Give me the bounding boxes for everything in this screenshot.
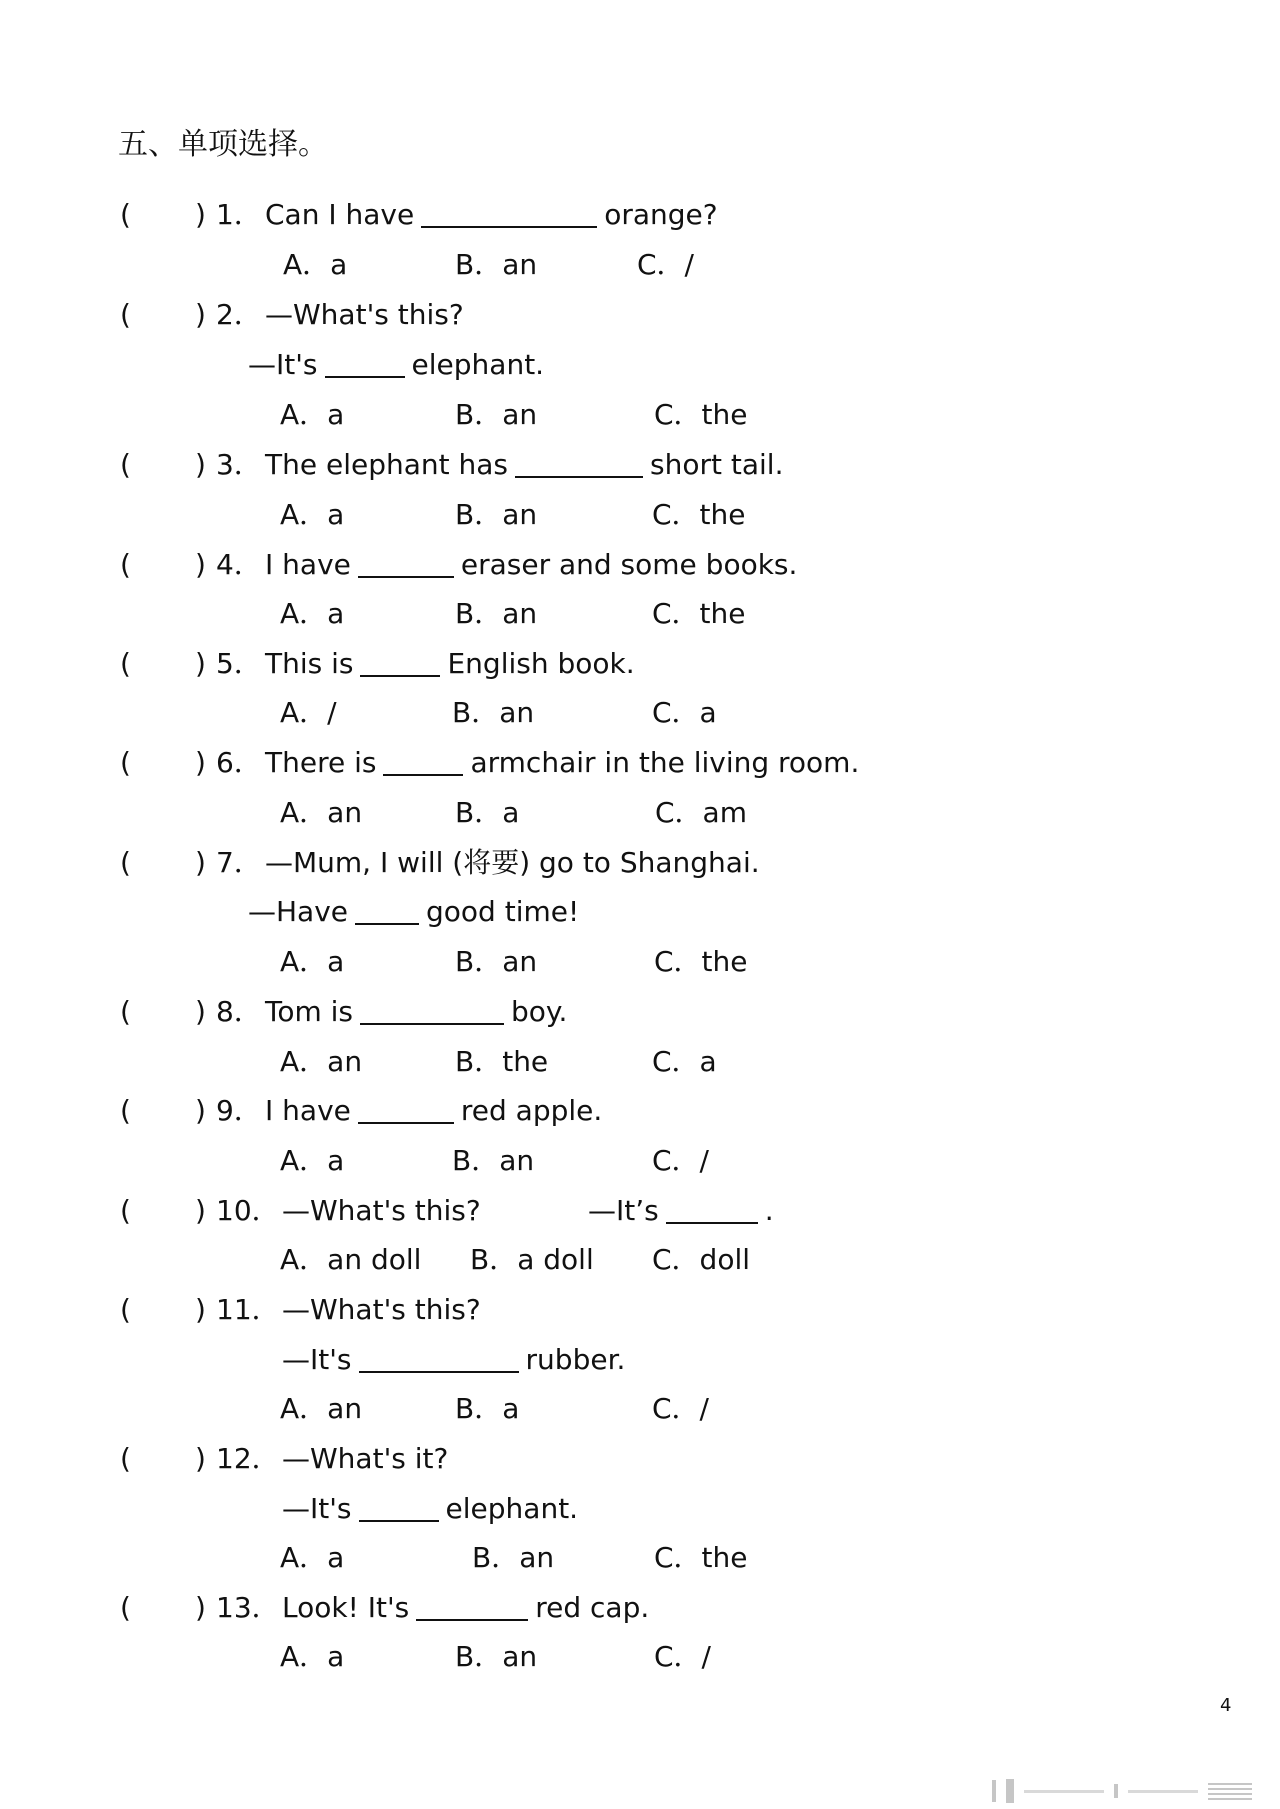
options-13 [0, 1637, 1280, 1677]
option-c: C．a [652, 1045, 717, 1078]
question-text-after-blank: rubber. [525, 1343, 626, 1376]
answer-paren-close: ) [195, 1194, 206, 1227]
answer-paren-open: ( [120, 548, 131, 581]
option-a: A．a [283, 248, 348, 281]
answer-paren-close: ) [195, 1094, 206, 1127]
answer-blank [358, 1092, 454, 1124]
option-c: C．a [652, 696, 717, 729]
option-b: B．an [452, 1144, 535, 1177]
question-number: 1． [216, 198, 262, 231]
answer-paren-open: ( [120, 995, 131, 1028]
question-text-after-blank: boy. [511, 995, 568, 1028]
option-c: C．doll [652, 1243, 751, 1276]
question-12 [0, 1439, 1280, 1479]
question-text-before-blank: Can I have [265, 198, 415, 231]
question-text-after-blank: orange? [604, 198, 718, 231]
option-b: B．a [455, 1392, 520, 1425]
answer-blank [359, 1341, 519, 1373]
options-3 [0, 495, 1280, 535]
option-c: C．/ [652, 1144, 709, 1177]
option-c: C．am [655, 796, 747, 829]
question-text: —Mum, I will (将要) go to Shanghai. [265, 846, 760, 879]
question-12-line-2 [0, 1489, 1280, 1529]
option-b: B．an [455, 597, 538, 630]
question-text-before-blank: —It's [282, 1492, 352, 1525]
answer-paren-open: ( [120, 448, 131, 481]
question-text-before-blank: —It's [282, 1343, 352, 1376]
section-title: 五、单项选择。 [118, 127, 328, 162]
question-number: 2． [216, 298, 262, 331]
question-text-after-blank: red cap. [535, 1591, 650, 1624]
option-b: B．an [455, 1640, 538, 1673]
option-c: C．/ [654, 1640, 711, 1673]
option-b: B．an [455, 398, 538, 431]
answer-blank [360, 993, 504, 1025]
answer-blank [355, 893, 419, 925]
question-number: 3． [216, 448, 262, 481]
question-text-after-blank: . [764, 1194, 774, 1227]
question-11 [0, 1290, 1280, 1330]
option-a: A．a [280, 498, 345, 531]
options-7 [0, 942, 1280, 982]
option-c: C．the [652, 597, 746, 630]
answer-paren-open: ( [120, 647, 131, 680]
option-a: A．an [280, 796, 363, 829]
question-9 [0, 1091, 1280, 1131]
question-number: 11． [216, 1293, 280, 1326]
answer-paren-close: ) [195, 548, 206, 581]
answer-paren-close: ) [195, 846, 206, 879]
answer-paren-open: ( [120, 1293, 131, 1326]
question-number: 7． [216, 846, 262, 879]
option-a: A．an [280, 1045, 363, 1078]
question-text-before-blank: I have [265, 548, 351, 581]
question-7 [0, 843, 1280, 883]
question-6 [0, 743, 1280, 783]
answer-paren-open: ( [120, 846, 131, 879]
question-text-after-blank: red apple. [460, 1094, 603, 1127]
option-a: A．a [280, 398, 345, 431]
question-text-after-blank: English book. [447, 647, 635, 680]
answer-paren-open: ( [120, 1194, 131, 1227]
question-1 [0, 195, 1280, 235]
answer-blank [360, 645, 440, 677]
option-b: B．an [455, 498, 538, 531]
question-number: 12． [216, 1442, 280, 1475]
question-text-before-blank: Tom is [265, 995, 354, 1028]
question-text-after-blank: eraser and some books. [460, 548, 798, 581]
option-c: C．the [652, 498, 746, 531]
question-number: 10． [216, 1194, 280, 1227]
question-text-before-blank: There is [265, 746, 377, 779]
options-8 [0, 1042, 1280, 1082]
options-9 [0, 1141, 1280, 1181]
question-text-before-blank: I have [265, 1094, 351, 1127]
question-13 [0, 1588, 1280, 1628]
option-c: C．the [654, 945, 748, 978]
question-text: —What's this? [282, 1293, 481, 1326]
answer-paren-close: ) [195, 647, 206, 680]
option-a: A．an [280, 1392, 363, 1425]
options-2 [0, 395, 1280, 435]
question-number: 8． [216, 995, 262, 1028]
option-b: B．an [455, 945, 538, 978]
question-text-after-blank: elephant. [411, 348, 545, 381]
question-text-before-blank: —It’s [588, 1194, 659, 1227]
question-number: 5． [216, 647, 262, 680]
option-c: C．/ [652, 1392, 709, 1425]
options-10 [0, 1240, 1280, 1280]
question-10 [0, 1191, 1280, 1231]
answer-paren-open: ( [120, 198, 131, 231]
answer-blank [416, 1589, 528, 1621]
question-2-line-2 [0, 345, 1280, 385]
question-text-before-blank: Look! It's [282, 1591, 410, 1624]
page-number: 4 [1220, 1695, 1232, 1716]
question-text-after-blank: short tail. [650, 448, 784, 481]
answer-paren-close: ) [195, 1293, 206, 1326]
question-number: 9． [216, 1094, 262, 1127]
watermark-logo-icon [992, 1778, 1252, 1804]
question-text-before-blank: —Have [248, 895, 349, 928]
option-a: A．a [280, 597, 345, 630]
answer-blank [421, 196, 597, 228]
answer-paren-open: ( [120, 298, 131, 331]
options-6 [0, 793, 1280, 833]
answer-paren-close: ) [195, 1591, 206, 1624]
option-b: B．the [455, 1045, 549, 1078]
question-text-after-blank: elephant. [445, 1492, 579, 1525]
question-4 [0, 545, 1280, 585]
option-a: A．a [280, 1144, 345, 1177]
question-2 [0, 295, 1280, 335]
question-8 [0, 992, 1280, 1032]
answer-paren-close: ) [195, 746, 206, 779]
answer-paren-open: ( [120, 746, 131, 779]
answer-paren-open: ( [120, 1591, 131, 1624]
question-7-line-2 [0, 892, 1280, 932]
options-4 [0, 594, 1280, 634]
option-a: A．/ [280, 696, 337, 729]
option-b: B．an [452, 696, 535, 729]
answer-paren-open: ( [120, 1094, 131, 1127]
question-number: 6． [216, 746, 262, 779]
question-11-line-2 [0, 1340, 1280, 1380]
question-text: —What's it? [282, 1442, 449, 1475]
question-5 [0, 644, 1280, 684]
option-c: C．/ [637, 248, 694, 281]
options-12 [0, 1538, 1280, 1578]
question-text-before-blank: —It's [248, 348, 318, 381]
question-number: 13． [216, 1591, 280, 1624]
answer-paren-close: ) [195, 198, 206, 231]
question-text-before-blank: The elephant has [265, 448, 509, 481]
answer-blank [358, 546, 454, 578]
option-a: A．a [280, 1640, 345, 1673]
answer-blank [666, 1192, 758, 1224]
question-text-after-blank: good time! [426, 895, 580, 928]
answer-blank [515, 446, 643, 478]
answer-paren-close: ) [195, 995, 206, 1028]
question-3 [0, 445, 1280, 485]
answer-blank [359, 1490, 439, 1522]
option-b: B．an [472, 1541, 555, 1574]
answer-blank [383, 744, 463, 776]
answer-paren-open: ( [120, 1442, 131, 1475]
question-number: 4． [216, 548, 262, 581]
option-a: A．an doll [280, 1243, 422, 1276]
option-b: B．a doll [470, 1243, 594, 1276]
option-c: C．the [654, 398, 748, 431]
options-11 [0, 1389, 1280, 1429]
option-a: A．a [280, 1541, 345, 1574]
option-b: B．an [455, 248, 538, 281]
question-text: —What's this? [282, 1194, 481, 1227]
answer-paren-close: ) [195, 298, 206, 331]
question-text-before-blank: This is [265, 647, 354, 680]
answer-blank [325, 346, 405, 378]
options-5 [0, 693, 1280, 733]
options-1 [0, 245, 1280, 285]
option-c: C．the [654, 1541, 748, 1574]
question-text-after-blank: armchair in the living room. [470, 746, 860, 779]
question-text: —What's this? [265, 298, 464, 331]
answer-paren-close: ) [195, 448, 206, 481]
answer-paren-close: ) [195, 1442, 206, 1475]
option-a: A．a [280, 945, 345, 978]
option-b: B．a [455, 796, 520, 829]
